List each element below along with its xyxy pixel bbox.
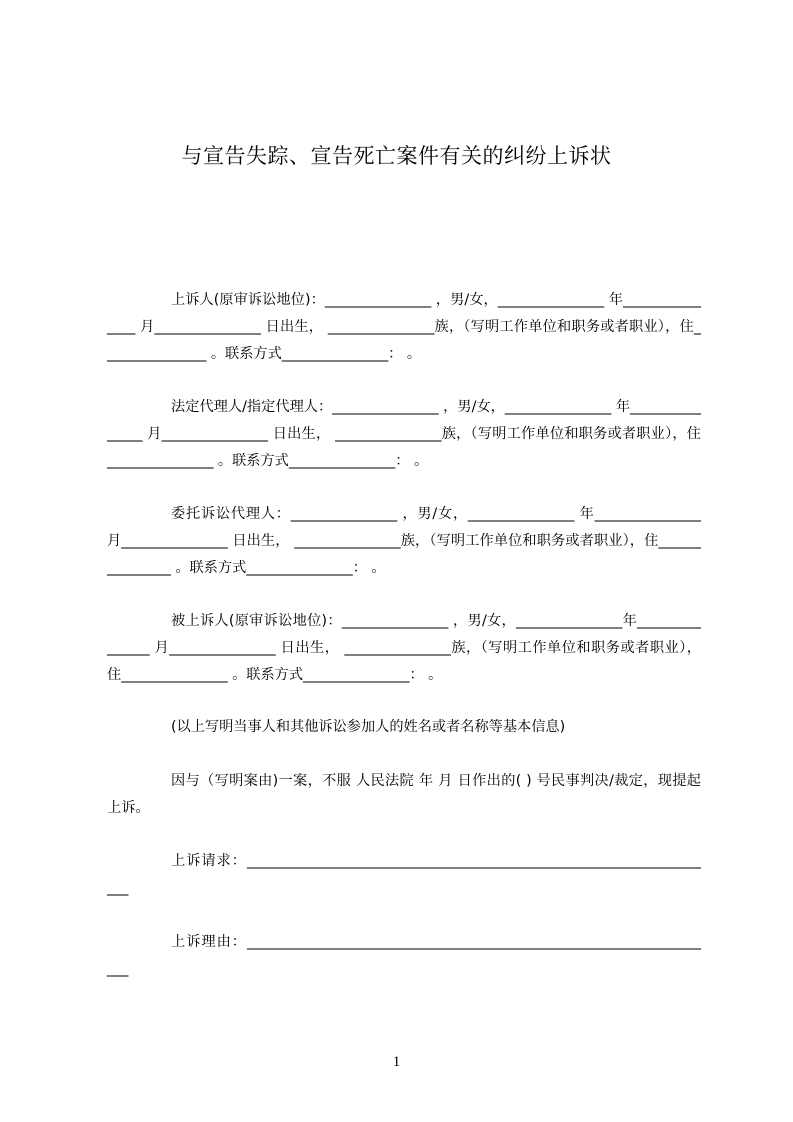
page-number: 1: [392, 1054, 401, 1070]
parties-note: (以上写明当事人和其他诉讼参加人的姓名或者名称等基本信息): [171, 719, 566, 735]
entrusted-agent-paragraph: 委托诉讼代理人：_______________ ，男/女，_______________ 年_______________ 月_______________ 日出生， _______________族，（写明工作单位和职务或者职业），住_______________ 。联系方式_______________： 。: [107, 506, 701, 576]
appellant-paragraph: 上诉人(原审诉讼地位)：_______________ ，男/女，_______________ 年_______________ 月_______________ 日出生， _______________族，（写明工作单位和职务或者职业），住_______________ 。联系方式_______________： 。: [107, 292, 701, 362]
page-title: 与宣告失踪、宣告死亡案件有关的纠纷上诉状: [181, 144, 612, 168]
appeal-request-paragraph: 上诉请求：___________________________________________________________________: [107, 853, 701, 896]
appellee-paragraph: 被上诉人(原审诉讼地位)：_______________ ，男/女，_______________年_______________ 月_______________ 日出生， _______________族，（写明工作单位和职务或者职业），住_______________ 。联系方式_______________： 。: [107, 613, 701, 683]
appeal-reason-paragraph: 上诉理由：___________________________________________________________________: [107, 934, 701, 977]
case-statement-paragraph: 因与（写明案由)一案，不服 人民法院 年 月 日作出的( ) 号民事判决/裁定，现提起上诉。: [107, 773, 701, 816]
legal-agent-paragraph: 法定代理人/指定代理人：_______________ ，男/女，_______________ 年_______________ 月_______________ 日出生， _______________族，（写明工作单位和职务或者职业），住_______________ 。联系方式_______________： 。: [107, 399, 701, 469]
